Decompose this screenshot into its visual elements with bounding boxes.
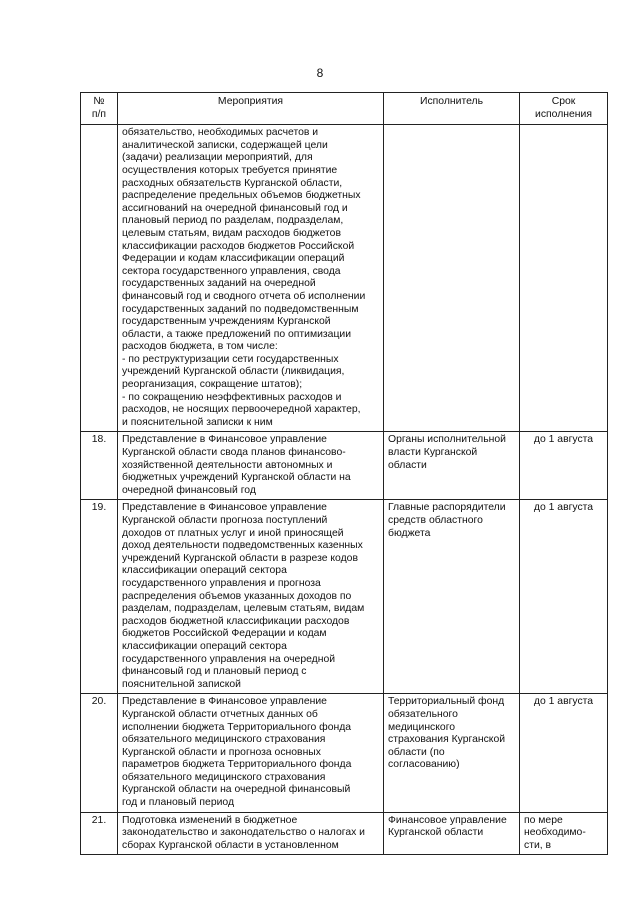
row-number <box>81 125 118 432</box>
header-executor: Исполнитель <box>384 93 520 125</box>
row-executor <box>384 125 520 432</box>
table-row <box>81 125 608 432</box>
header-num: № п/п <box>81 93 118 125</box>
row-deadline: до 1 августа <box>520 432 608 500</box>
row-number: 20. <box>81 694 118 812</box>
row-activity: Представление в Финансовое управление Курганской области прогноза поступлений доходов от платных услуг и иной приносящей доход деятельности подведомственных казенных учреждений Курганской области в разрезе кодов классификации операций сектора государственного управления и прогноза распределения объемов указанных доходов по разделам, подразделам, целевым статьям, видам расходов бюджетной классификации расходов бюджетов Российской Федерации и кодам классификации операций сектора государственного управления на очередной финансовый год и плановый период с пояснительной запиской <box>118 500 384 694</box>
row-deadline: до 1 августа <box>520 694 608 812</box>
table-row <box>81 500 608 694</box>
row-executor: Органы исполнительной власти Курганской области <box>384 432 520 500</box>
row-number: 19. <box>81 500 118 694</box>
row-activity: обязательство, необходимых расчетов и аналитической записки, содержащей цели (задачи) реализации мероприятий, для осуществления которых требуется принятие расходных обязательств Курганской области, распределение предельных объемов бюджетных ассигнований на очередной финансовый год и плановый период по разделам, подразделам, целевым статьям, видам расходов бюджетов классификации расходов бюджетов Российской Федерации и кодам классификации операций сектора государственного управления, свода государственных заданий на очередной финансовый год и сводного отчета об исполнении государственных заданий по подведомственным государственным учреждениям Курганской области, а также предложений по оптимизации расходов бюджета, в том числе: - по реструктуризации сети государственных учреждений Курганской области (ликвидация, реорганизация, сокращение штатов); - по сокращению неэффективных расходов и расходов, не носящих первоочередной характер, и пояснительной записки к ним <box>118 125 384 432</box>
table-row <box>81 812 608 855</box>
table-header-row <box>81 93 608 125</box>
table-row <box>81 432 608 500</box>
row-number: 21. <box>81 812 118 855</box>
header-activity: Мероприятия <box>118 93 384 125</box>
row-executor: Территориальный фонд обязательного медицинского страхования Курганской области (по согласованию) <box>384 694 520 812</box>
row-deadline: до 1 августа <box>520 500 608 694</box>
row-executor: Главные распорядители средств областного бюджета <box>384 500 520 694</box>
row-activity: Подготовка изменений в бюджетное законодательство и законодательство о налогах и сборах Курганской области в установленном <box>118 812 384 855</box>
table-row <box>81 694 608 812</box>
row-number: 18. <box>81 432 118 500</box>
activities-table <box>80 92 608 855</box>
row-activity: Представление в Финансовое управление Курганской области свода планов финансово- хозяйственной деятельности автономных и бюджетных учреждений Курганской области на очередной финансовый год <box>118 432 384 500</box>
row-executor: Финансовое управление Курганской области <box>384 812 520 855</box>
row-deadline <box>520 125 608 432</box>
header-deadline: Срок исполнения <box>520 93 608 125</box>
row-deadline: по мере необходимо- сти, в <box>520 812 608 855</box>
page-number: 8 <box>316 66 324 80</box>
row-activity: Представление в Финансовое управление Курганской области отчетных данных об исполнении бюджета Территориального фонда обязательного медицинского страхования Курганской области и прогноза основных параметров бюджета Территориального фонда обязательного медицинского страхования Курганской области на очередной финансовый год и плановый период <box>118 694 384 812</box>
